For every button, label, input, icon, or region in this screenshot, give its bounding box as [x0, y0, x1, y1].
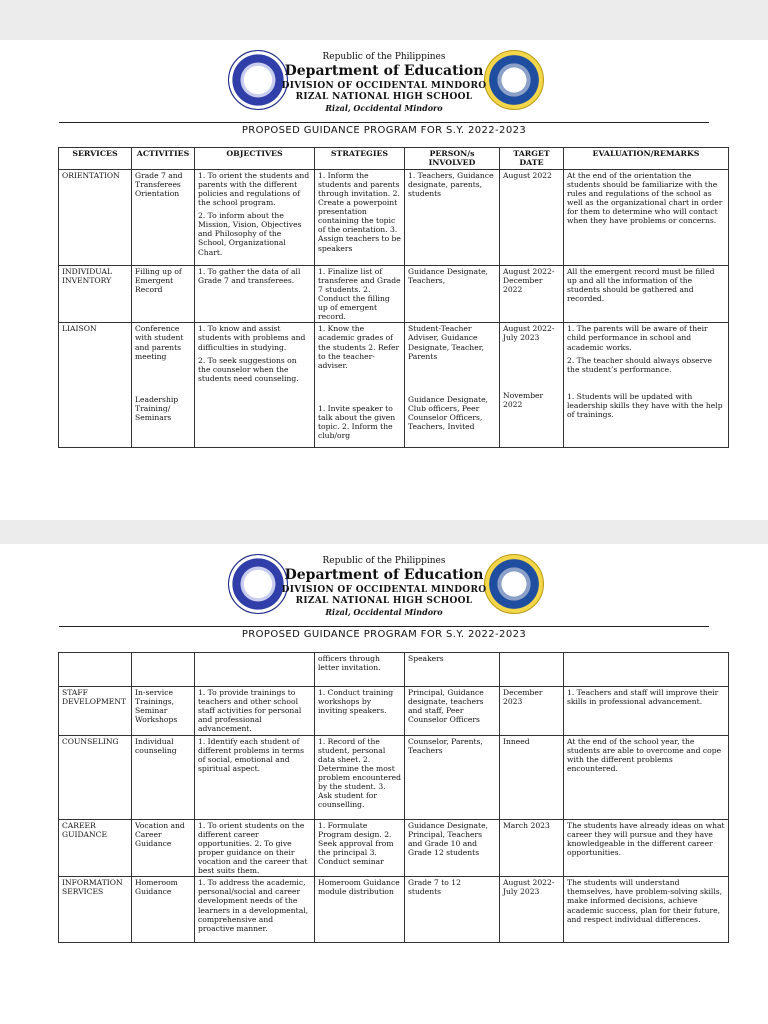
persons-text: Student-Teacher Adviser, Guidance Designate, Teacher, Parents: [408, 324, 484, 361]
school-name: RIZAL NATIONAL HIGH SCHOOL: [295, 92, 473, 102]
table-row: [59, 265, 729, 323]
target-date-cell: August 2022: [500, 169, 564, 265]
program-title: PROPOSED GUIDANCE PROGRAM FOR S.Y. 2022-2023: [241, 629, 527, 640]
strategies-cell: 1. Inform the students and parents through invitation. 2. Create a powerpoint presentation containing the topic of the orientation. 3. Assign teachers to be speakers: [315, 169, 405, 265]
page-gap-middle: [0, 520, 768, 544]
activity-cell: [132, 323, 195, 448]
strategy-text: 1. Know the academic grades of the students 2. Refer to the teacher-adviser.: [318, 324, 400, 370]
column-header: TARGET DATE: [500, 148, 564, 170]
table-row: [59, 169, 729, 265]
persons-cell: Principal, Guidance designate, teachers and staff, Peer Counselor Officers: [405, 687, 500, 736]
division-name: DIVISION OF OCCIDENTAL MINDORO: [281, 585, 487, 595]
objectives-cell: 1. To provide trainings to teachers and other school staff activities for personal and professional advancement.: [195, 687, 315, 736]
persons-cell: Guidance Designate, Teachers,: [405, 265, 500, 323]
remarks-cell: The students will understand themselves, have problem-solving skills, make informed decisions, achieve academic success, plan for their future, and respect individual differences.: [564, 877, 729, 943]
guidance-program-table: [58, 652, 729, 943]
remarks-cell: All the emergent record must be filled up and all the information of the students should be gathered and recorded.: [564, 265, 729, 323]
activity-cell: Grade 7 and Transferees Orientation: [132, 169, 195, 265]
cell-spacer: [567, 378, 725, 392]
objective-text: 2. To seek suggestions on the counselor when the students need counseling.: [198, 355, 299, 383]
objectives-cell: [195, 169, 315, 265]
republic-line: Republic of the Philippines: [322, 52, 446, 62]
table-row: [59, 323, 729, 448]
date-text: August 2022- July 2023: [503, 324, 555, 343]
strategies-cell: Homeroom Guidance module distribution: [315, 877, 405, 943]
strategy-text: 1. Invite speaker to talk about the given topic. 2. Inform the club/org: [318, 403, 396, 441]
column-header: SERVICES: [59, 148, 132, 170]
table-header-row: [59, 148, 729, 170]
department-name: Department of Education: [284, 63, 484, 79]
department-name: Department of Education: [284, 567, 484, 583]
cell-spacer: [408, 365, 496, 395]
header-divider: [59, 122, 709, 123]
program-title: PROPOSED GUIDANCE PROGRAM FOR S.Y. 2022-2023: [241, 125, 527, 136]
school-address: Rizal, Occidental Mindoro: [325, 607, 443, 617]
activity-text: Leadership Training/ Seminars: [135, 394, 179, 422]
letterhead: [0, 544, 768, 624]
letterhead: [0, 40, 768, 120]
target-date-cell: August 2022- December 2022: [500, 265, 564, 323]
table-row: [59, 819, 729, 877]
service-cell: INFORMATION SERVICES: [59, 877, 132, 943]
cell-spacer: [503, 347, 560, 391]
cell-spacer: [135, 365, 191, 395]
column-header: ACTIVITIES: [132, 148, 195, 170]
target-date-cell: [500, 323, 564, 448]
service-cell: ORIENTATION: [59, 169, 132, 265]
activity-cell: Vocation and Career Guidance: [132, 819, 195, 877]
target-date-cell: March 2023: [500, 819, 564, 877]
republic-line: Republic of the Philippines: [322, 556, 446, 566]
persons-cell: Counselor, Parents, Teachers: [405, 735, 500, 819]
school-address: Rizal, Occidental Mindoro: [325, 103, 443, 113]
header-divider: [59, 626, 709, 627]
target-date-cell: Inneed: [500, 735, 564, 819]
document-page-1: [0, 40, 768, 520]
objectives-cell: 1. To gather the data of all Grade 7 and transferees.: [195, 265, 315, 323]
page-gap-top: [0, 0, 768, 40]
strategies-cell: 1. Finalize list of transferee and Grade 7 students. 2. Conduct the filling up of emergent record.: [315, 265, 405, 323]
objective-text: 1. To know and assist students with problems and difficulties in studying.: [198, 324, 306, 352]
column-header: OBJECTIVES: [195, 148, 315, 170]
remarks-text: 1. The parents will be aware of their child performance in school and academic works.: [567, 324, 708, 352]
table-row-continued: [59, 653, 729, 687]
remarks-text: 1. Students will be updated with leadership skills they have with the help of trainings.: [567, 391, 723, 420]
cell-spacer: [318, 374, 401, 404]
column-header: STRATEGIES: [315, 148, 405, 170]
guidance-program-table: [58, 147, 729, 448]
document-page-2: [0, 544, 768, 1024]
objective-text: 2. To inform about the Mission, Vision, Objectives and Philosophy of the School, Organizational Chart.: [198, 211, 302, 257]
strategies-cell: officers through letter invitation.: [315, 653, 405, 687]
persons-cell: Speakers: [405, 653, 500, 687]
remarks-cell: [564, 653, 729, 687]
activity-cell: In-service Trainings, Seminar Workshops: [132, 687, 195, 736]
activity-cell: Individual counseling: [132, 735, 195, 819]
service-cell: STAFF DEVELOPMENT: [59, 687, 132, 736]
table-row: [59, 877, 729, 943]
persons-cell: Guidance Designate, Principal, Teachers and Grade 10 and Grade 12 students: [405, 819, 500, 877]
remarks-cell: 1. Teachers and staff will improve their skills in professional advancement.: [564, 687, 729, 736]
strategies-cell: 1. Formulate Program design. 2. Seek approval from the principal 3. Conduct seminar: [315, 819, 405, 877]
remarks-text: 2. The teacher should always observe the student’s performance.: [567, 355, 713, 374]
strategies-cell: [315, 323, 405, 448]
remarks-cell: At the end of the orientation the students should be familiarize with the rules and regulations of the school as well as the organizational chart in order for them to determine who will contact when they have problems or concerns.: [564, 169, 729, 265]
persons-cell: 1. Teachers, Guidance designate, parents, students: [405, 169, 500, 265]
service-cell: COUNSELING: [59, 735, 132, 819]
column-header: EVALUATION/REMARKS: [564, 148, 729, 170]
target-date-cell: August 2022- July 2023: [500, 877, 564, 943]
persons-text: Guidance Designate, Club officers, Peer Counselor Officers, Teachers, Invited: [408, 394, 488, 432]
objective-text: 1. To orient the students and parents with the different policies and regulations of the school program.: [198, 170, 310, 208]
objectives-cell: [195, 323, 315, 448]
target-date-cell: [500, 653, 564, 687]
table-row: [59, 735, 729, 819]
remarks-cell: At the end of the school year, the students are able to overcome and cope with the different problems encountered.: [564, 735, 729, 819]
service-cell: LIAISON: [59, 323, 132, 448]
service-cell: INDIVIDUAL INVENTORY: [59, 265, 132, 323]
objectives-cell: 1. Identify each student of different problems in terms of social, emotional and spiritual aspect.: [195, 735, 315, 819]
strategies-cell: 1. Conduct training workshops by inviting speakers.: [315, 687, 405, 736]
remarks-cell: The students have already ideas on what career they will pursue and they have knowledgeable in the different career opportunities.: [564, 819, 729, 877]
activity-cell: Homeroom Guidance: [132, 877, 195, 943]
persons-cell: Grade 7 to 12 students: [405, 877, 500, 943]
column-header: PERSON/s INVOLVED: [405, 148, 500, 170]
service-cell: CAREER GUIDANCE: [59, 819, 132, 877]
objectives-cell: [195, 653, 315, 687]
objectives-cell: 1. To orient students on the different career opportunities. 2. To give proper guidance on their vocation and the career that best suits them.: [195, 819, 315, 877]
activity-text: Conference with student and parents meeting: [135, 324, 184, 361]
activity-cell: Filling up of Emergent Record: [132, 265, 195, 323]
strategies-cell: 1. Record of the student, personal data sheet. 2. Determine the most problem encountered by the student. 3. Ask student for counselling.: [315, 735, 405, 819]
school-name: RIZAL NATIONAL HIGH SCHOOL: [295, 596, 473, 606]
service-cell: [59, 653, 132, 687]
persons-cell: [405, 323, 500, 448]
target-date-cell: December 2023: [500, 687, 564, 736]
date-text: November 2022: [503, 390, 544, 409]
table-row: [59, 687, 729, 736]
division-name: DIVISION OF OCCIDENTAL MINDORO: [281, 81, 487, 91]
objectives-cell: 1. To address the academic, personal/social and career development needs of the learners in a developmental, comprehensive and proactive manner.: [195, 877, 315, 943]
remarks-cell: [564, 323, 729, 448]
activity-cell: [132, 653, 195, 687]
